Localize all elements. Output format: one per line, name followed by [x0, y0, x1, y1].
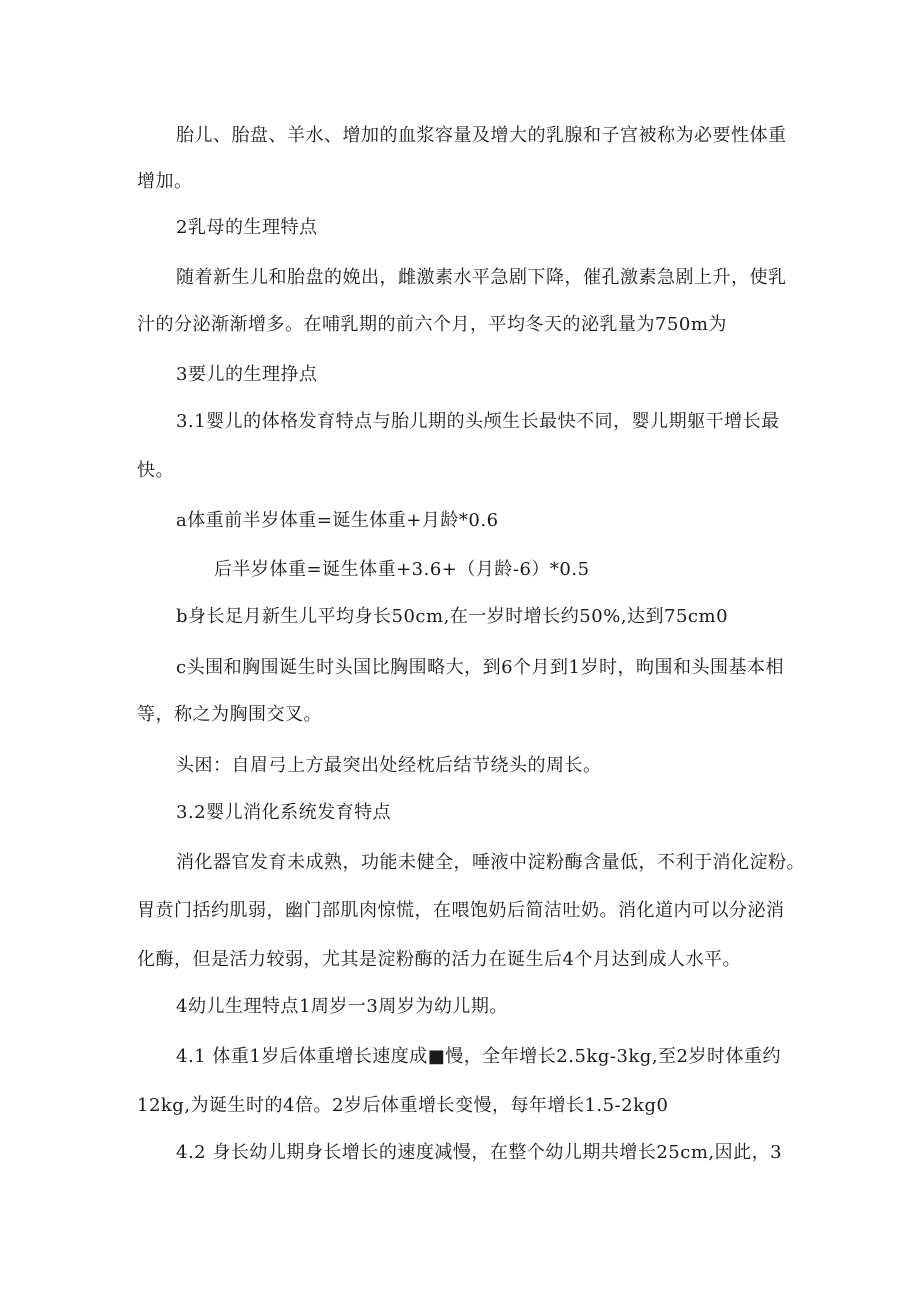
paragraph-line: 增加。 — [137, 171, 193, 192]
paragraph-line: 随着新生儿和胎盘的娩出，雌激素水平急剧下降，催孔激素急剧上升，使乳 — [176, 267, 787, 288]
paragraph-line: 胃贲门括约肌弱，幽门部肌肉惊慌，在喂饱奶后简洁吐奶。消化道内可以分泌消 — [137, 900, 785, 921]
paragraph-line: 头困：自眉弓上方最突出处经枕后结节绕头的周长。 — [176, 755, 602, 776]
paragraph-line: 化酶，但是活力较弱，尤其是淀粉酶的活力在诞生后4个月达到成人水平。 — [137, 949, 741, 970]
paragraph-line: 等，称之为胸围交叉。 — [137, 704, 322, 725]
paragraph-line: 快。 — [137, 460, 174, 481]
section-heading: 4幼儿生理特点1周岁一3周岁为幼儿期。 — [176, 996, 508, 1017]
paragraph-line: 汁的分泌渐渐增多。在哺乳期的前六个月，平均冬天的泌乳量为750m为 — [137, 314, 727, 335]
section-heading: 3.2婴儿消化系统发育特点 — [176, 802, 392, 823]
section-heading: 3要儿的生理挣点 — [176, 364, 318, 385]
paragraph-line: 消化器官发育未成熟，功能未健全，唾液中淀粉酶含量低，不利于消化淀粉。 — [176, 852, 805, 873]
paragraph-line: 12kg,为诞生时的4倍。2岁后体重增长变慢，每年增长1.5-2kg0 — [137, 1095, 669, 1116]
paragraph-line: 3.1婴儿的体格发育特点与胎儿期的头颅生长最快不同，婴儿期躯干增长最 — [176, 411, 780, 432]
paragraph-line: b身长足月新生儿平均身长50cm,在一岁时增长约50%,达到75cm0 — [176, 606, 729, 627]
formula-line: 后半岁体重=诞生体重+3.6+（月龄-6）*0.5 — [214, 559, 590, 580]
formula-line: a体重前半岁体重=诞生体重+月龄*0.6 — [176, 510, 499, 531]
paragraph-line: c头围和胸围诞生时头国比胸围略大，到6个月到1岁时，昫围和头围基本相 — [176, 657, 784, 678]
paragraph-line: 胎儿、胎盘、羊水、增加的血浆容量及增大的乳腺和子宫被称为必要性体重 — [176, 125, 787, 146]
paragraph-line: 4.2 身长幼儿期身长增长的速度减慢，在整个幼儿期共增长25cm,因此，3 — [176, 1142, 783, 1163]
section-heading: 2乳母的生理特点 — [176, 217, 318, 238]
paragraph-line: 4.1 体重1岁后体重增长速度成■慢，全年增长2.5kg-3kg,至2岁时体重约 — [176, 1046, 781, 1067]
